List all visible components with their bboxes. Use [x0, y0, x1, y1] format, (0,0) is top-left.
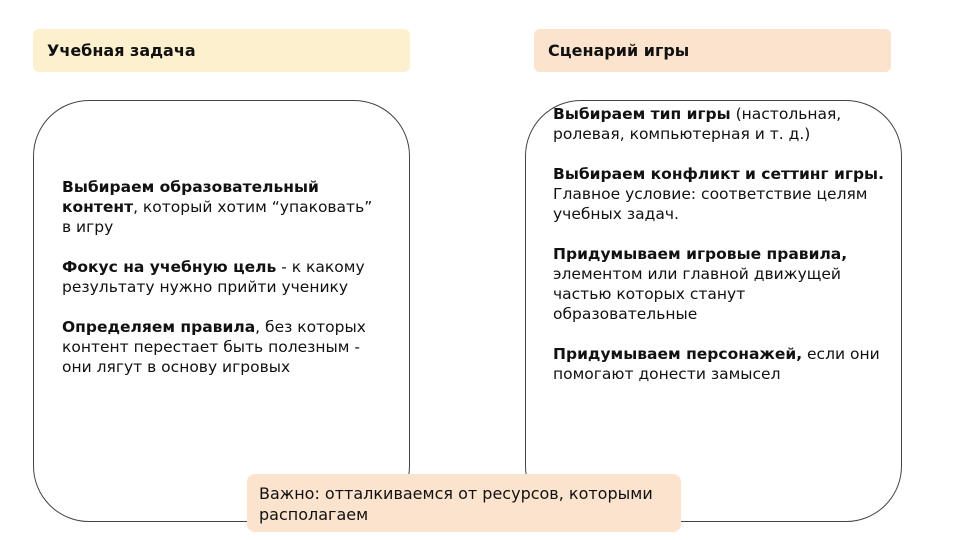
- game-scenario-content: [553, 104, 888, 384]
- paragraph-text: Главное условие: соответствие целям учебных задач.: [553, 185, 868, 223]
- paragraph-text: , который хотим “упаковать” в игру: [62, 198, 373, 236]
- paragraph-bold: Выбираем образовательный контент: [62, 178, 319, 216]
- paragraph-bold: Придумываем игровые правила,: [553, 245, 848, 263]
- learning-task-paragraph: [62, 257, 382, 297]
- paragraph-text: , без которых контент перестает быть полезным - они лягут в основу игровых: [62, 318, 366, 376]
- learning-task-content: [62, 177, 382, 377]
- paragraph-bold: Определяем правила: [62, 318, 256, 336]
- paragraph-text: элементом или главной движущей частью которых станут образовательные: [553, 265, 841, 323]
- paragraph-bold: Придумываем персонажей,: [553, 345, 803, 363]
- paragraph-text: если они помогают донести замысел: [553, 345, 880, 383]
- paragraph-text: - к какому результату нужно прийти ученику: [62, 258, 365, 296]
- paragraph-bold: Фокус на учебную цель: [62, 258, 277, 276]
- game-scenario-paragraph: [553, 164, 888, 224]
- learning-task-header-label: Учебная задача: [47, 41, 196, 60]
- paragraph-text: (настольная, ролевая, компьютерная и т. д.): [553, 105, 842, 143]
- learning-task-paragraph: [62, 317, 382, 377]
- paragraph-bold: Выбираем конфликт и сеттинг игры.: [553, 165, 884, 183]
- learning-task-paragraph: [62, 177, 382, 237]
- game-scenario-paragraph: [553, 344, 888, 384]
- game-scenario-header: [534, 29, 891, 72]
- important-note: [247, 474, 681, 532]
- important-note-text: Важно: отталкиваемся от ресурсов, которыми располагаем: [259, 484, 653, 524]
- game-scenario-paragraph: [553, 244, 888, 324]
- learning-task-header: [33, 29, 410, 72]
- paragraph-bold: Выбираем тип игры: [553, 105, 731, 123]
- game-scenario-header-label: Сценарий игры: [548, 41, 690, 60]
- game-scenario-paragraph: [553, 104, 888, 144]
